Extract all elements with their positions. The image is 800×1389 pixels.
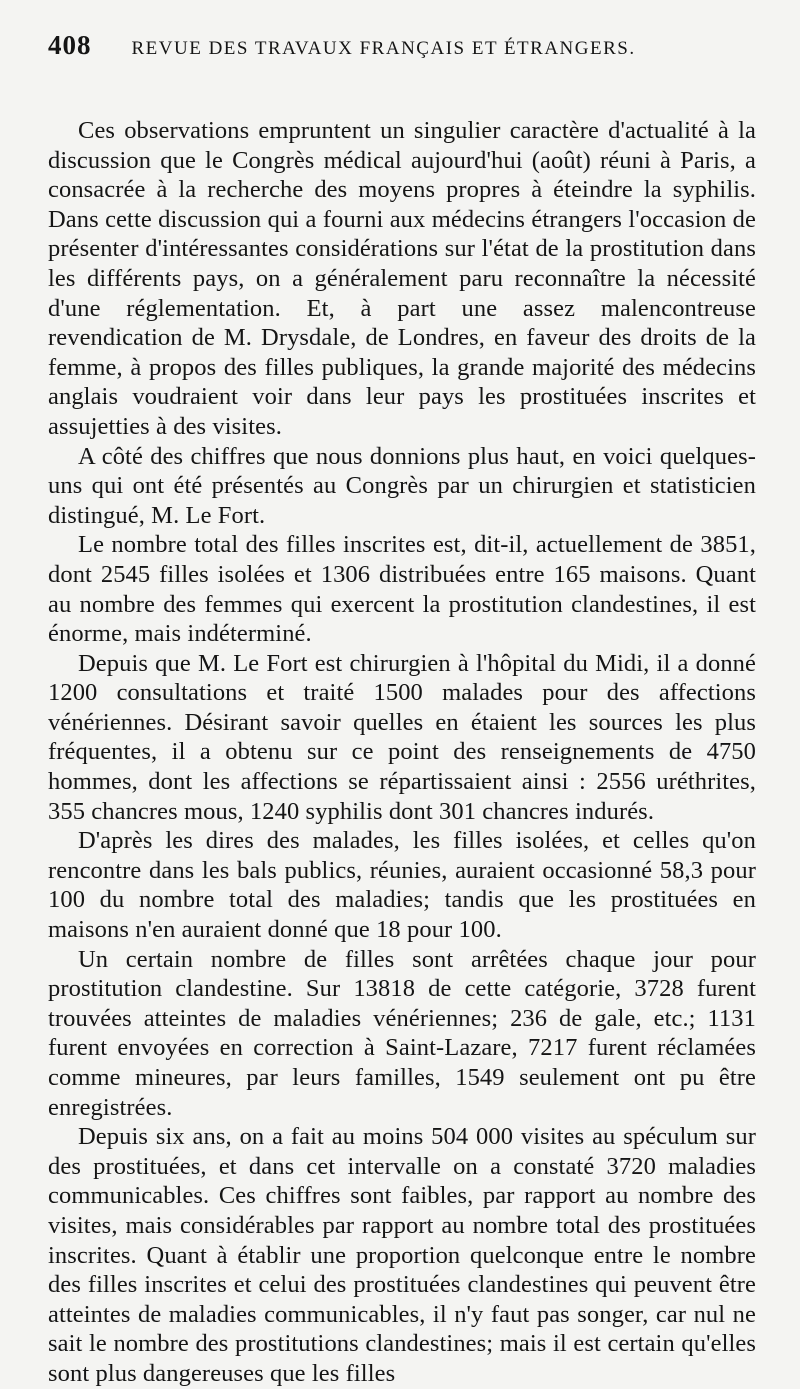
page-number: 408: [48, 30, 92, 60]
paragraph-4: Depuis que M. Le Fort est chirurgien à l'hôpital du Midi, il a donné 1200 consultations et traité 1500 malades pour des affections vénériennes. Désirant savoir quelles en étaient les sources les plus fréquentes, il a obtenu sur ce point des renseignements de 4750 hommes, dont les affections se répartissaient ainsi : 2556 uréthrites, 355 chancres mous, 1240 syphilis dont 301 chancres indurés.: [48, 649, 756, 825]
page-header: [48, 30, 756, 70]
paragraph-1: Ces observations empruntent un singulier caractère d'actualité à la discussion que le Congrès médical aujourd'hui (août) réuni à Paris, a consacrée à la recherche des moyens propres à éteindre la syphilis. Dans cette discussion qui a fourni aux médecins étrangers l'occasion de présenter d'intéressantes considérations sur l'état de la prostitution dans les différents pays, on a généralement paru reconnaître la nécessité d'une réglementation. Et, à part une assez malencontreuse revendication de M. Drysdale, de Londres, en faveur des droits de la femme, à propos des filles publiques, la grande majorité des médecins anglais voudraient voir dans leur pays les prostituées inscrites et assujetties à des visites.: [48, 117, 756, 440]
body-text: [48, 116, 756, 1389]
paragraph-5: D'après les dires des malades, les filles isolées, et celles qu'on rencontre dans les bals publics, réunies, auraient occasionné 58,3 pour 100 du nombre total des maladies; tandis que les prostituées en maisons n'en auraient donné que 18 pour 100.: [48, 827, 756, 944]
paragraph-6: Un certain nombre de filles sont arrêtées chaque jour pour prostitution clandestine. Sur 13818 de cette catégorie, 3728 furent trouvées atteintes de maladies vénériennes; 236 de gale, etc.; 1131 furent envoyées en correction à Saint-Lazare, 7217 furent réclamées comme mineures, par leurs familles, 1549 seulement ont pu être enregistrées.: [48, 945, 756, 1121]
paragraph-3: Le nombre total des filles inscrites est, dit-il, actuellement de 3851, dont 2545 filles isolées et 1306 distribuées entre 165 maisons. Quant au nombre des femmes qui exercent la prostitution clandestines, il est énorme, mais indéterminé.: [48, 531, 756, 648]
paragraph-7: Depuis six ans, on a fait au moins 504 000 visites au spéculum sur des prostituées, et dans cet intervalle on a constaté 3720 maladies communicables. Ces chiffres sont faibles, par rapport au nombre des visites, mais considérables par rapport au nombre total des prostituées inscrites. Quant à établir une proportion quelconque entre le nombre des filles inscrites et celui des prostituées clandestines qui peuvent être atteintes de maladies communicables, il n'y faut pas songer, car nul ne sait le nombre des prostitutions clandestines; mais il est certain qu'elles sont plus dangereuses que les filles: [48, 1123, 756, 1387]
running-title: REVUE DES TRAVAUX FRANÇAIS ET ÉTRANGERS.: [131, 38, 636, 59]
paragraph-2: A côté des chiffres que nous donnions plus haut, en voici quelques-uns qui ont été présentés au Congrès par un chirurgien et statisticien distingué, M. Le Fort.: [48, 442, 756, 529]
